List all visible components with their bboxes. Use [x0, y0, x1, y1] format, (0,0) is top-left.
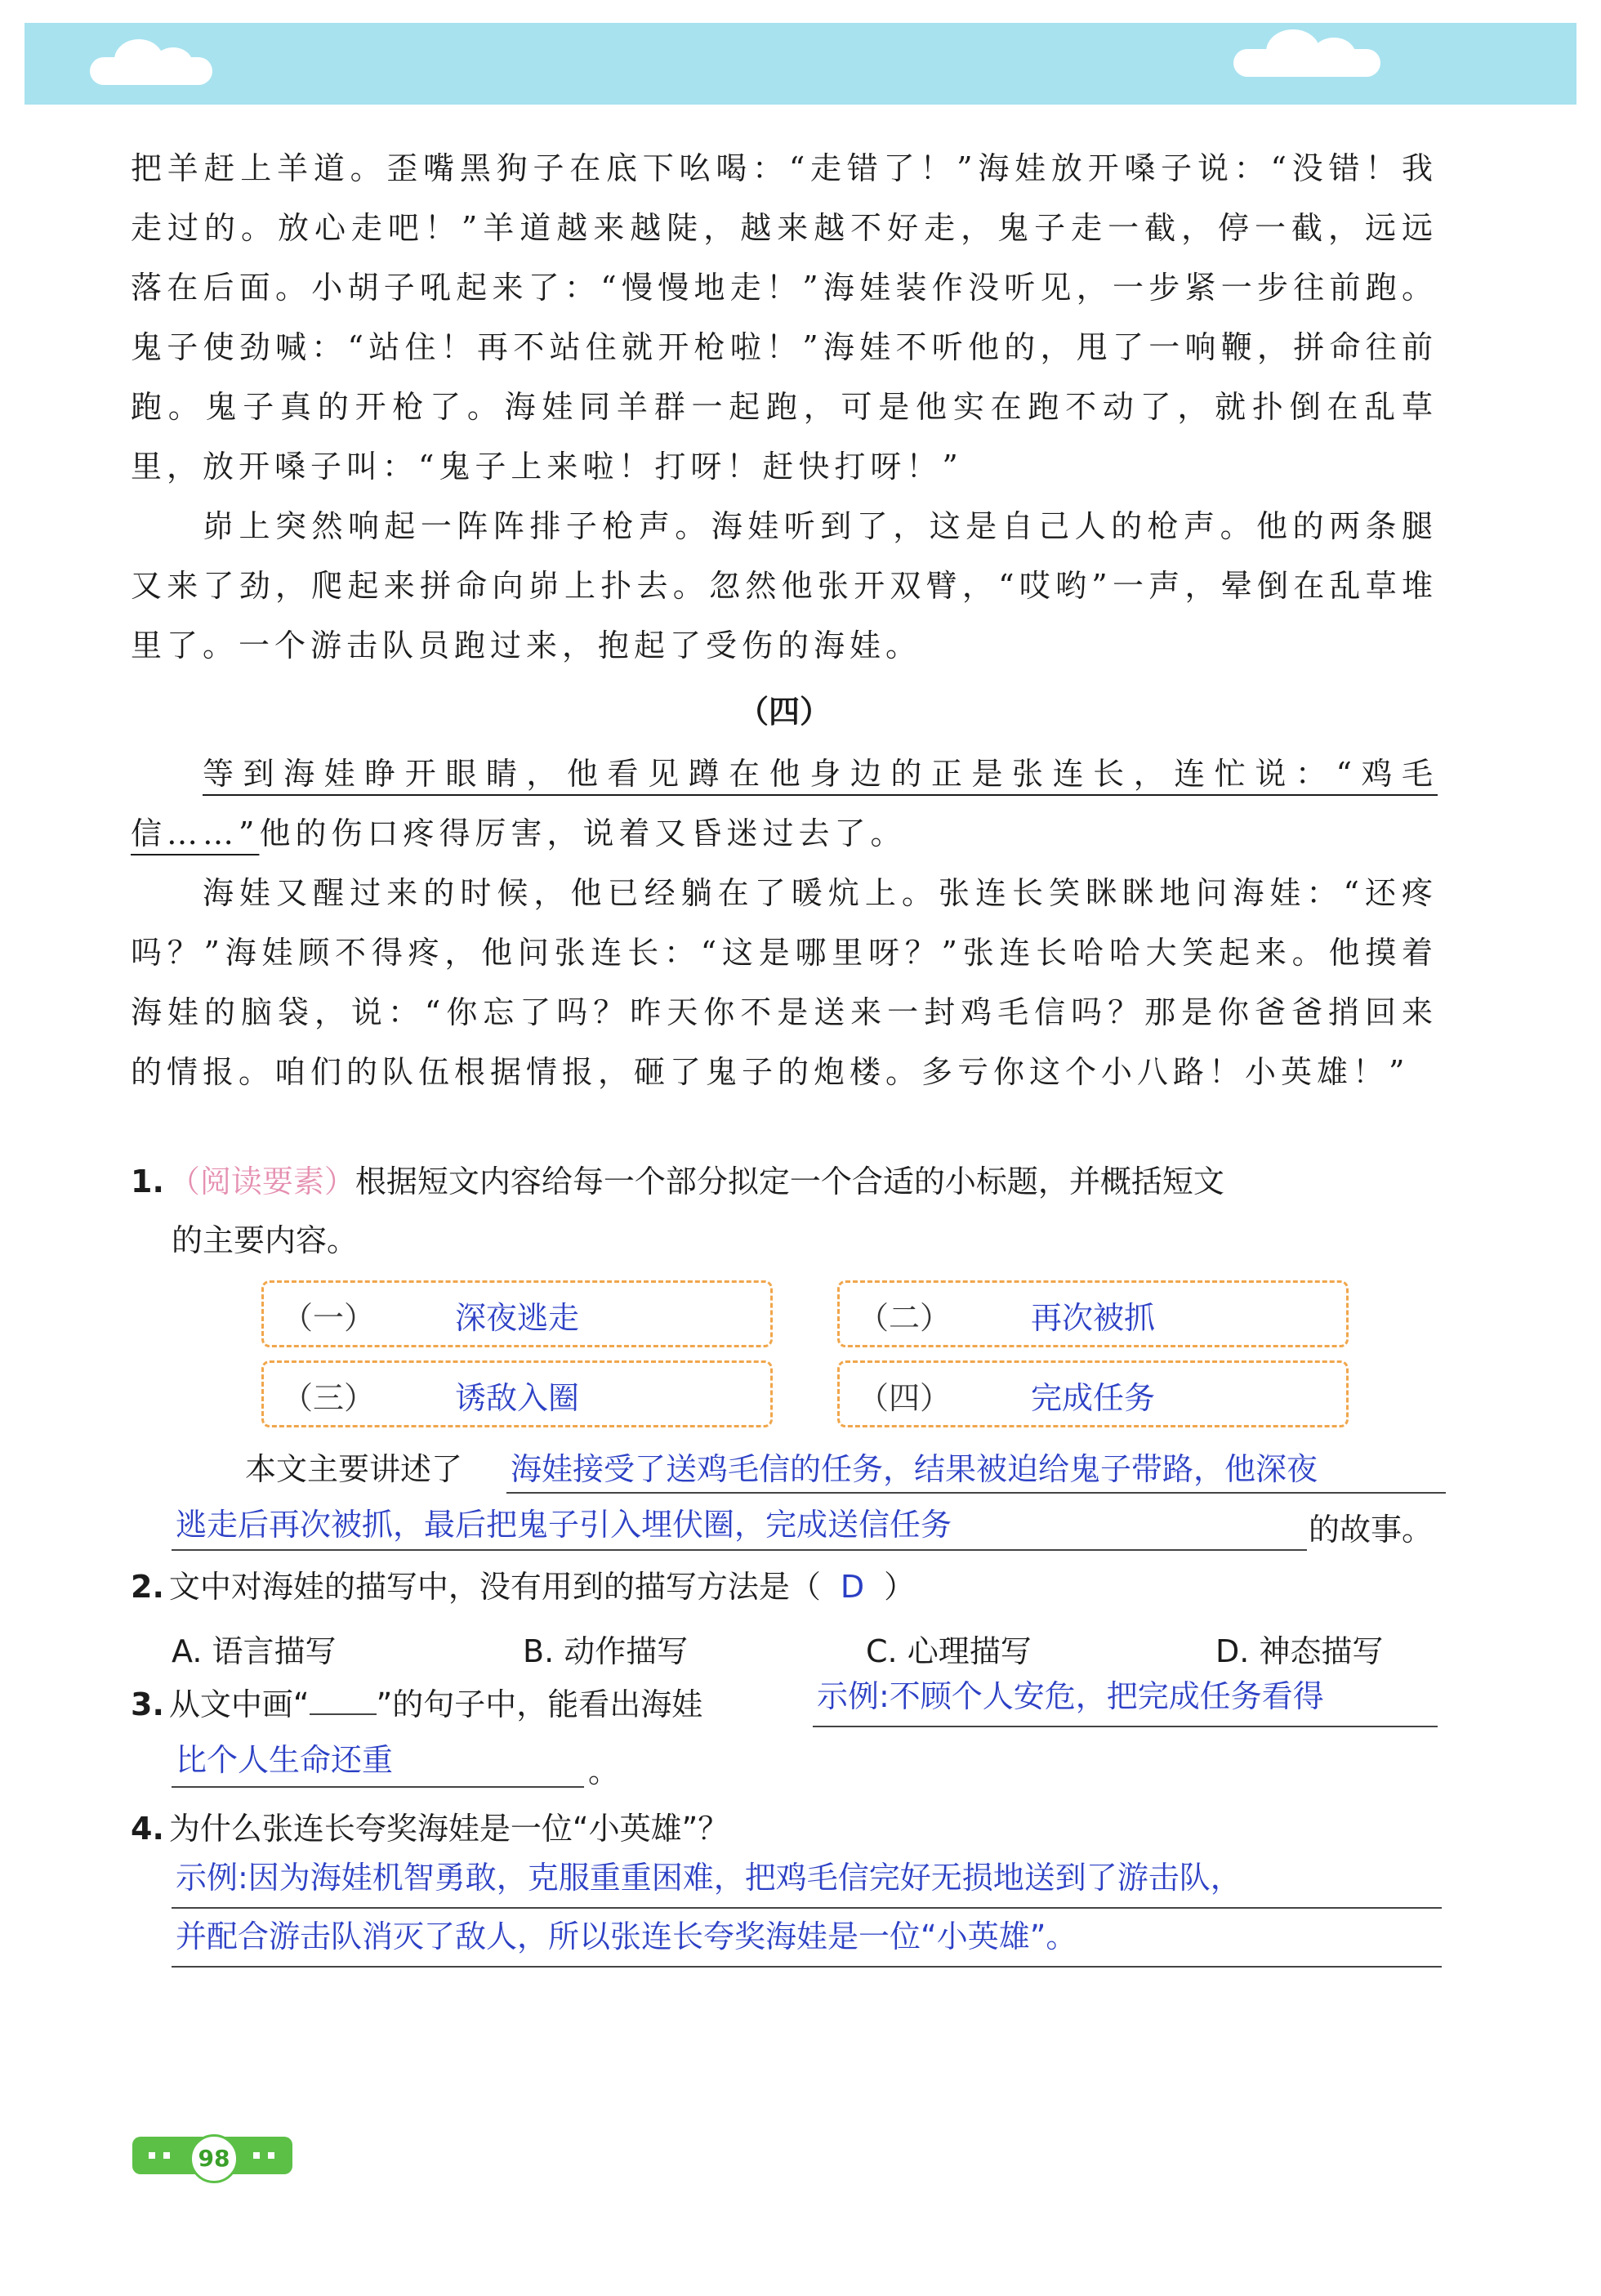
box-answer: 完成任务	[1030, 1380, 1155, 1416]
cloud-icon	[1233, 49, 1380, 77]
question-text: ）	[884, 1569, 916, 1605]
title-box	[261, 1280, 773, 1347]
summary-suffix: 的故事。	[1309, 1512, 1434, 1548]
passage-paragraph	[131, 744, 1438, 864]
question-text: 为什么张连长夸奖海娃是一位“小英雄”？	[168, 1811, 729, 1847]
question-2	[131, 1557, 915, 1616]
question-number: 1.	[131, 1164, 164, 1199]
underlined-sentence: 等到海娃睁开眼睛，他看见蹲在他身边的正是张连长，连忙说：“鸡毛信……”	[131, 756, 1438, 851]
answer-text: 示例:因为海娃机智勇敢，克服重重困难，把鸡毛信完好无损地送到了游击队，	[176, 1860, 1242, 1896]
passage-paragraph: 把羊赶上羊道。歪嘴黑狗子在底下吆喝：“走错了！”海娃放开嗓子说：“没错！我走过的。放心走吧！”羊道越来越陡，越来越不好走，鬼子走一截，停一截，远远落在后面。小胡子吼起来了：“慢慢地走！”海娃装作没听见，一步紧一步往前跑。鬼子使劲喊：“站住！再不站住就开枪啦！”海娃不听他的，甩了一响鞭，拼命往前跑。鬼子真的开枪了。海娃同羊群一起跑，可是他实在跑不动了，就扑倒在乱草里，放开嗓子叫：“鬼子上来啦！打呀！赶快打呀！”	[131, 150, 1438, 485]
title-box	[837, 1280, 1349, 1347]
box-answer: 诱敌入圈	[454, 1380, 579, 1416]
badge-dot-icon	[253, 2152, 260, 2159]
option-b: B. 动作描写	[523, 1633, 689, 1669]
summary-prefix: 本文主要讲述了	[245, 1451, 463, 1487]
box-label: （三）	[282, 1380, 376, 1416]
answer-line	[172, 1966, 1442, 1968]
answer-text: 逃走后再次被抓，最后把鬼子引入埋伏圈，完成送信任务	[176, 1507, 952, 1543]
cloud-icon	[90, 57, 212, 85]
badge-dot-icon	[163, 2152, 170, 2159]
title-box	[261, 1360, 773, 1427]
passage-text: 他的伤口疼得厉害，说着又昏迷过去了。	[259, 815, 907, 851]
answer-line	[172, 1786, 584, 1788]
box-answer: 再次被抓	[1030, 1300, 1155, 1336]
passage-paragraph: 海娃又醒过来的时候，他已经躺在了暖炕上。张连长笑眯眯地问海娃：“还疼吗？”海娃顾不得疼，他问张连长：“这是哪里呀？”张连长哈哈大笑起来。他摸着海娃的脑袋，说：“你忘了吗？昨天你不是送来一封鸡毛信吗？那是你爸爸捎回来的情报。咱们的队伍根据情报，砸了鬼子的炮楼。多亏你这个小八路！小英雄！”	[131, 875, 1438, 1090]
question-text: 文中对海娃的描写中，没有用到的描写方法是（	[168, 1569, 821, 1605]
section-title: （四）	[737, 694, 831, 730]
question-text: ”的句子中，能看出海娃	[376, 1686, 703, 1722]
question-1	[131, 1152, 1454, 1270]
question-3	[131, 1675, 702, 1734]
badge-dot-icon	[149, 2152, 155, 2159]
option-a: A. 语言描写	[172, 1633, 337, 1669]
answer-line	[172, 1549, 1307, 1551]
question-tag: （阅读要素）	[168, 1164, 355, 1199]
question-end: 。	[588, 1753, 620, 1789]
box-label: （一）	[282, 1300, 376, 1336]
question-text: 从文中画“	[168, 1686, 310, 1722]
question-number: 4.	[131, 1811, 164, 1847]
box-answer: 深夜逃走	[454, 1300, 579, 1336]
box-label: （四）	[858, 1380, 952, 1416]
question-number: 2.	[131, 1569, 164, 1605]
answer-text: D	[840, 1569, 865, 1605]
badge-dot-icon	[268, 2152, 274, 2159]
answer-line	[506, 1492, 1446, 1494]
question-text: 的主要内容。	[172, 1222, 359, 1258]
option-d: D. 神态描写	[1215, 1633, 1384, 1669]
page-number: 98	[190, 2134, 239, 2183]
answer-line	[813, 1726, 1438, 1727]
passage-paragraph: 峁上突然响起一阵阵排子枪声。海娃听到了，这是自己人的枪声。他的两条腿又来了劲，爬起来拼命向峁上扑去。忽然他张开双臂，“哎哟”一声，晕倒在乱草堆里了。一个游击队员跑过来，抱起了受伤的海娃。	[131, 508, 1438, 663]
option-c: C. 心理描写	[866, 1633, 1032, 1669]
answer-text: 海娃接受了送鸡毛信的任务，结果被迫给鬼子带路，他深夜	[511, 1451, 1318, 1487]
title-box	[837, 1360, 1349, 1427]
question-text: 根据短文内容给每一个部分拟定一个合适的小标题，并概括短文	[355, 1164, 1224, 1199]
answer-text: 示例:不顾个人安危，把完成任务看得	[817, 1678, 1324, 1714]
answer-text: 比个人生命还重	[176, 1742, 394, 1778]
blank-line	[310, 1689, 377, 1715]
reading-passage	[131, 139, 1438, 1102]
answer-text: 并配合游击队消灭了敌人，所以张连长夸奖海娃是一位“小英雄”。	[176, 1919, 1077, 1954]
box-label: （二）	[858, 1300, 952, 1336]
question-number: 3.	[131, 1686, 164, 1722]
